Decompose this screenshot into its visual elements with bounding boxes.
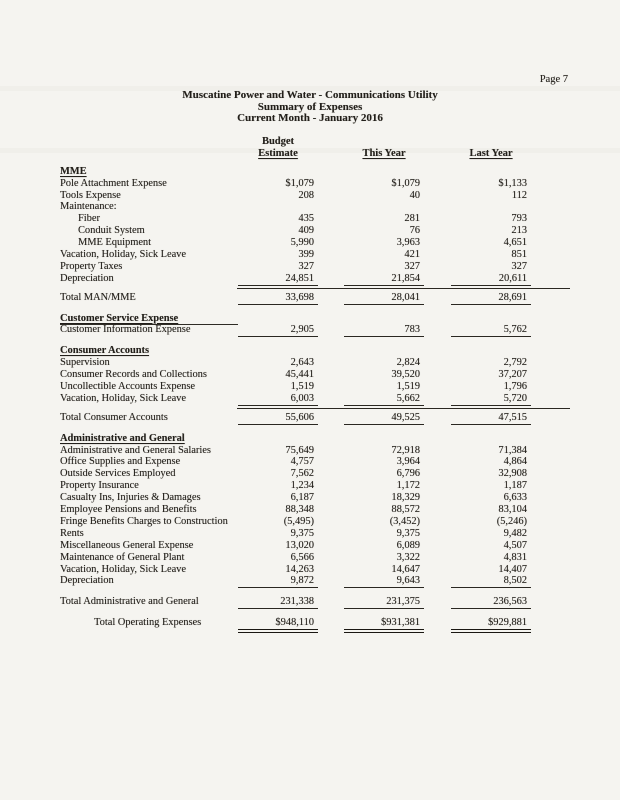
budget-estimate-value: 33,698	[238, 292, 318, 305]
expense-row	[60, 201, 620, 213]
budget-estimate-value: 409	[298, 225, 314, 237]
column-gap	[424, 445, 451, 457]
row-label: Tools Expense	[60, 189, 121, 201]
scan-artifact	[0, 148, 620, 153]
expense-row	[60, 492, 620, 504]
expense-row	[60, 178, 620, 190]
column-gap	[424, 564, 451, 576]
total-separator-rule	[60, 405, 620, 412]
last-year-value: (5,246)	[496, 515, 527, 527]
last-year-value: 327	[511, 260, 527, 272]
column-gap	[424, 213, 451, 225]
column-gap	[424, 528, 451, 540]
this-year-value: 76	[409, 225, 420, 237]
last-year-value	[451, 433, 531, 445]
column-gap	[424, 468, 451, 480]
section-header-row	[60, 166, 620, 178]
last-year-value: 5,762	[451, 324, 531, 337]
column-gap	[424, 381, 451, 393]
this-year-value: 39,520	[391, 369, 420, 381]
last-year-value: 4,864	[503, 456, 527, 468]
last-year-value: 47,515	[451, 412, 531, 425]
budget-estimate-value: 75,649	[285, 444, 314, 456]
this-year-value: 9,643	[344, 575, 424, 588]
budget-estimate-header: Estimate	[258, 148, 298, 160]
this-year-value	[344, 166, 424, 178]
rule-line	[237, 288, 570, 289]
column-gap	[424, 201, 451, 213]
row-label: Property Insurance	[60, 480, 139, 492]
last-year-value	[451, 201, 531, 213]
this-year-value: 40	[409, 189, 420, 201]
row-label: Rents	[60, 527, 84, 539]
row-label: Total MAN/MME	[60, 291, 136, 303]
last-year-value: 5,720	[451, 393, 531, 406]
this-year-value: 3,322	[396, 551, 420, 563]
expense-row	[60, 369, 620, 381]
section-header-row	[60, 313, 620, 325]
this-year-value: 6,796	[396, 468, 420, 480]
last-year-value: 236,563	[451, 596, 531, 609]
rule-line	[237, 408, 570, 409]
column-gap	[318, 261, 344, 273]
row-spacer	[60, 304, 620, 313]
column-gap	[318, 468, 344, 480]
row-label: Total Operating Expenses	[94, 617, 202, 629]
budget-estimate-value: 231,338	[238, 596, 318, 609]
last-year-value: 1,187	[503, 480, 527, 492]
expense-row	[60, 445, 620, 457]
expense-row	[60, 564, 620, 576]
section-header-row	[60, 345, 620, 357]
section-title: Administrative and General	[60, 432, 185, 444]
this-year-value: $931,381	[344, 617, 424, 633]
budget-estimate-value: 88,348	[285, 504, 314, 516]
expense-row	[60, 516, 620, 528]
last-year-value: 213	[511, 225, 527, 237]
this-year-value: 6,089	[396, 539, 420, 551]
expense-row	[60, 261, 620, 273]
column-gap	[318, 564, 344, 576]
expense-row	[60, 324, 620, 336]
expense-row	[60, 225, 620, 237]
budget-estimate-value	[238, 433, 318, 445]
this-year-value: 2,824	[396, 357, 420, 369]
column-gap	[318, 249, 344, 261]
this-year-value: 18,329	[391, 492, 420, 504]
column-gap	[318, 504, 344, 516]
column-gap	[318, 492, 344, 504]
row-label: MME Equipment	[78, 237, 152, 249]
column-gap	[318, 381, 344, 393]
row-label: Depreciation	[60, 272, 114, 284]
column-gap	[424, 617, 451, 633]
budget-estimate-value: 1,519	[290, 381, 314, 393]
column-gap	[424, 166, 451, 178]
row-label: Uncollectible Accounts Expense	[60, 381, 196, 393]
budget-estimate-value	[238, 345, 318, 357]
column-gap	[318, 456, 344, 468]
row-label: Depreciation	[60, 575, 114, 587]
column-gap	[424, 540, 451, 552]
this-year-value: 49,525	[344, 412, 424, 425]
column-gap	[424, 480, 451, 492]
last-year-value: 8,502	[451, 575, 531, 588]
budget-estimate-value: 2,643	[290, 357, 314, 369]
column-gap	[318, 445, 344, 457]
column-gap	[424, 369, 451, 381]
column-gap	[318, 237, 344, 249]
budget-estimate-value: 5,990	[290, 237, 314, 249]
this-year-value: 3,964	[396, 456, 420, 468]
expense-row	[60, 480, 620, 492]
expense-row	[60, 213, 620, 225]
column-gap	[318, 201, 344, 213]
this-year-value	[344, 201, 424, 213]
budget-estimate-value: 4,757	[290, 456, 314, 468]
budget-estimate-value: 435	[298, 213, 314, 225]
total-row	[60, 292, 620, 304]
column-gap	[424, 433, 451, 445]
row-label: Administrative and General Salaries	[60, 444, 211, 456]
last-year-header: Last Year	[469, 148, 513, 160]
budget-estimate-value: 7,562	[290, 468, 314, 480]
expense-row	[60, 468, 620, 480]
last-year-value: 28,691	[451, 292, 531, 305]
column-gap	[318, 596, 344, 609]
column-gap	[424, 324, 451, 337]
column-gap	[424, 552, 451, 564]
row-spacer	[60, 587, 620, 596]
budget-estimate-value: 9,872	[238, 575, 318, 588]
column-gap	[318, 357, 344, 369]
expense-row	[60, 357, 620, 369]
budget-estimate-value: 208	[298, 189, 314, 201]
last-year-value: 793	[511, 213, 527, 225]
expense-row	[60, 237, 620, 249]
this-year-value: (3,452)	[389, 515, 420, 527]
expense-row	[60, 528, 620, 540]
expense-row	[60, 273, 620, 285]
last-year-value: 6,633	[503, 492, 527, 504]
this-year-value: 5,662	[344, 393, 424, 406]
budget-estimate-value: 2,905	[238, 324, 318, 337]
last-year-value: 14,407	[498, 563, 527, 575]
last-year-value: 37,207	[498, 369, 527, 381]
last-year-value: 2,792	[503, 357, 527, 369]
column-gap	[318, 345, 344, 357]
row-label: Pole Attachment Expense	[60, 177, 167, 189]
row-label: Maintenance of General Plant	[60, 551, 185, 563]
this-year-header: This Year	[362, 148, 406, 160]
column-gap	[318, 617, 344, 633]
expense-row	[60, 456, 620, 468]
budget-estimate-value: 6,003	[238, 393, 318, 406]
scan-artifact	[0, 86, 620, 91]
this-year-value: 281	[404, 213, 420, 225]
row-label: Outside Services Employed	[60, 468, 176, 480]
last-year-value: 112	[511, 189, 527, 201]
this-year-value: $1,079	[391, 177, 420, 189]
budget-estimate-value: (5,495)	[283, 515, 314, 527]
row-label: Vacation, Holiday, Sick Leave	[60, 563, 186, 575]
column-gap	[318, 178, 344, 190]
page-number: Page 7	[539, 74, 568, 85]
budget-estimate-value: 9,375	[290, 527, 314, 539]
section-title: MME	[60, 165, 87, 177]
column-gap	[318, 369, 344, 381]
expense-row	[60, 381, 620, 393]
budget-estimate-value: 6,566	[290, 551, 314, 563]
row-label: Property Taxes	[60, 260, 123, 272]
column-gap	[318, 324, 344, 337]
this-year-value: 327	[404, 260, 420, 272]
column-gap	[424, 345, 451, 357]
budget-estimate-value: $948,110	[238, 617, 318, 633]
column-gap	[424, 249, 451, 261]
column-gap	[318, 575, 344, 588]
last-year-value: 71,384	[498, 444, 527, 456]
row-label: Customer Information Expense	[60, 324, 191, 336]
this-year-value: 9,375	[396, 527, 420, 539]
budget-estimate-value: 6,187	[290, 492, 314, 504]
column-gap	[424, 225, 451, 237]
last-year-value: 4,651	[503, 237, 527, 249]
expense-row	[60, 504, 620, 516]
column-gap	[318, 433, 344, 445]
total-row	[60, 596, 620, 608]
section-header-row	[60, 433, 620, 445]
title-block	[0, 0, 620, 125]
expense-table-body	[60, 166, 620, 629]
row-label: Fringe Benefits Charges to Construction	[60, 515, 228, 527]
budget-estimate-value: 1,234	[290, 480, 314, 492]
this-year-value: 421	[404, 249, 420, 261]
last-year-value: 20,611	[451, 273, 531, 286]
document-subtitle: Summary of Expenses	[257, 100, 363, 113]
budget-header-line1: Budget	[261, 135, 295, 147]
last-year-value: 4,507	[503, 539, 527, 551]
column-gap	[424, 456, 451, 468]
row-spacer	[60, 336, 620, 345]
document-title: Muscatine Power and Water - Communications Utility	[182, 89, 438, 101]
column-gap	[424, 237, 451, 249]
last-year-value: $1,133	[498, 177, 527, 189]
budget-estimate-value: 55,606	[238, 412, 318, 425]
last-year-value: $929,881	[451, 617, 531, 633]
last-year-value: 9,482	[503, 527, 527, 539]
row-label: Conduit System	[78, 225, 145, 237]
this-year-value: 3,963	[396, 237, 420, 249]
column-gap	[424, 504, 451, 516]
grand-total-row	[60, 617, 620, 629]
column-gap	[318, 412, 344, 425]
expense-table	[0, 136, 620, 629]
column-gap	[424, 178, 451, 190]
budget-estimate-value	[238, 166, 318, 178]
last-year-value	[451, 345, 531, 357]
column-gap	[318, 190, 344, 202]
column-gap	[318, 213, 344, 225]
row-spacer	[60, 608, 620, 617]
column-gap	[424, 412, 451, 425]
report-period: Current Month - January 2016	[237, 112, 383, 125]
column-gap	[318, 225, 344, 237]
column-gap	[318, 516, 344, 528]
expense-row	[60, 540, 620, 552]
expense-row	[60, 552, 620, 564]
last-year-value	[451, 166, 531, 178]
expense-row	[60, 190, 620, 202]
budget-estimate-value: 13,020	[285, 539, 314, 551]
column-gap	[318, 166, 344, 178]
row-label: Office Supplies and Expense	[60, 456, 181, 468]
this-year-value: 14,647	[391, 563, 420, 575]
total-separator-rule	[60, 285, 620, 292]
budget-estimate-value: 24,851	[238, 273, 318, 286]
row-label: Total Consumer Accounts	[60, 411, 168, 423]
this-year-value: 88,572	[391, 504, 420, 516]
this-year-value	[344, 345, 424, 357]
column-gap	[424, 516, 451, 528]
budget-estimate-value: 399	[298, 249, 314, 261]
column-gap	[424, 596, 451, 609]
last-year-value: 1,796	[503, 381, 527, 393]
column-gap	[318, 552, 344, 564]
row-label: Employee Pensions and Benefits	[60, 504, 197, 516]
budget-estimate-value: 14,263	[285, 563, 314, 575]
column-gap	[424, 292, 451, 305]
budget-estimate-value: 45,441	[285, 369, 314, 381]
this-year-value: 231,375	[344, 596, 424, 609]
row-spacer	[60, 424, 620, 433]
row-label: Miscellaneous General Expense	[60, 539, 194, 551]
column-gap	[318, 540, 344, 552]
column-gap	[424, 357, 451, 369]
row-label: Total Administrative and General	[60, 596, 199, 608]
row-label: Consumer Records and Collections	[60, 369, 207, 381]
last-year-value: 83,104	[498, 504, 527, 516]
last-year-value: 4,831	[503, 551, 527, 563]
this-year-value: 21,854	[344, 273, 424, 286]
column-gap	[424, 261, 451, 273]
this-year-value: 1,519	[396, 381, 420, 393]
column-header-line1	[60, 136, 620, 149]
row-label: Vacation, Holiday, Sick Leave	[60, 392, 186, 404]
budget-estimate-value: $1,079	[285, 177, 314, 189]
column-gap	[318, 292, 344, 305]
budget-estimate-value	[238, 201, 318, 213]
column-gap	[424, 190, 451, 202]
budget-estimate-value: 327	[298, 260, 314, 272]
expense-row	[60, 575, 620, 587]
row-label: Vacation, Holiday, Sick Leave	[60, 249, 186, 261]
this-year-value: 72,918	[391, 444, 420, 456]
last-year-value: 32,908	[498, 468, 527, 480]
this-year-value: 1,172	[396, 480, 420, 492]
section-title: Consumer Accounts	[60, 345, 149, 357]
column-gap	[424, 575, 451, 588]
expense-row	[60, 393, 620, 405]
row-label: Casualty Ins, Injuries & Damages	[60, 492, 201, 504]
last-year-value: 851	[511, 249, 527, 261]
this-year-value	[344, 433, 424, 445]
column-gap	[318, 528, 344, 540]
column-gap	[424, 492, 451, 504]
expense-row	[60, 249, 620, 261]
total-row	[60, 412, 620, 424]
row-label: Maintenance:	[60, 201, 117, 213]
section-title: Customer Service Expense	[60, 313, 238, 326]
this-year-value: 28,041	[344, 292, 424, 305]
row-label: Supervision	[60, 357, 110, 369]
column-gap	[318, 480, 344, 492]
this-year-value: 783	[344, 324, 424, 337]
row-label: Fiber	[78, 213, 100, 225]
